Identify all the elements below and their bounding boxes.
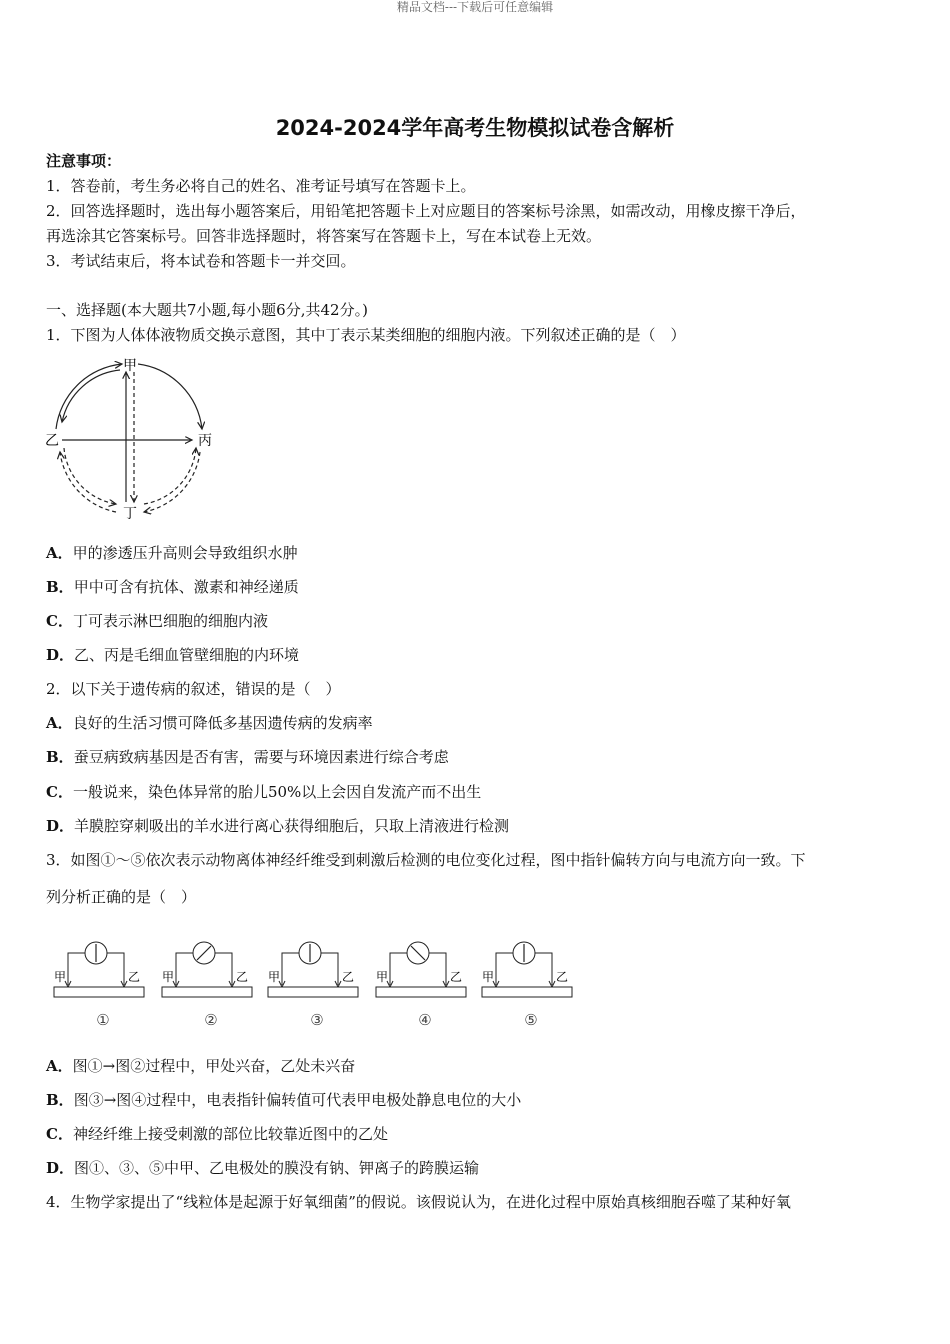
wire-left [496, 953, 513, 985]
nerve-fiber-potential-diagram [46, 935, 586, 1035]
body-fluid-exchange-diagram [40, 352, 220, 527]
q1-option-d[interactable] [46, 645, 299, 665]
option-text: 图①、③、⑤中甲、乙电极处的膜没有钠、钾离子的跨膜运输 [74, 1159, 480, 1177]
wire-left [68, 953, 85, 985]
option-letter: A． [46, 544, 73, 562]
wire-left [390, 953, 407, 985]
q2-option-d[interactable] [46, 816, 509, 836]
wire-right [535, 953, 552, 985]
diagram-label-bing: 丙 [198, 433, 212, 449]
option-letter: C． [46, 1125, 73, 1143]
option-letter: B． [46, 748, 74, 766]
page-title: 2024-2024学年高考生物模拟试卷含解析 [275, 116, 675, 140]
wire-right [321, 953, 338, 985]
q2-option-b[interactable] [46, 747, 449, 767]
notice-item: 2．回答选择题时，选出每小题答案后，用铅笔把答题卡上对应题目的答案标号涂黑，如需改动，用橡皮擦干净后， [46, 202, 806, 220]
option-letter: B． [46, 578, 74, 596]
nerve-fiber [376, 987, 466, 997]
q3-option-b[interactable] [46, 1090, 521, 1110]
meter-panel [54, 942, 144, 1029]
nerve-fiber [482, 987, 572, 997]
question-1-stem: 1．下图为人体体液物质交换示意图，其中丁表示某类细胞的细胞内液。下列叙述正确的是（ ） [46, 326, 686, 344]
electrode-label-yi: 乙 [341, 970, 355, 984]
wire-right [429, 953, 446, 985]
nerve-fiber [54, 987, 144, 997]
question-4-stem: 4．生物学家提出了“线粒体是起源于好氧细菌”的假说。该假说认为，在进化过程中原始真核细胞吞噬了某种好氧 [46, 1193, 791, 1211]
electrode-label-yi: 乙 [555, 970, 569, 984]
option-letter: C． [46, 612, 73, 630]
option-text: 丁可表示淋巴细胞的细胞内液 [72, 612, 268, 630]
page-header: 精品文档---下载后可任意编辑 [396, 0, 554, 14]
section-heading: 一、选择题(本大题共7小题,每小题6分,共42分。) [46, 301, 368, 319]
q3-option-c[interactable] [46, 1124, 388, 1144]
option-text: 神经纤维上接受刺激的部位比较靠近图中的乙处 [72, 1125, 388, 1143]
electrode-label-jia: 甲 [161, 970, 175, 984]
diagram-label-jia: 甲 [123, 358, 137, 374]
wire-right [107, 953, 124, 985]
option-letter: D． [46, 817, 75, 835]
option-text: 蚕豆病致病基因是否有害，需要与环境因素进行综合考虑 [73, 748, 449, 766]
panel-number: ② [204, 1011, 218, 1029]
diagram-label-yi: 乙 [45, 433, 59, 449]
panel-number: ③ [310, 1011, 324, 1029]
q3-option-a[interactable] [46, 1056, 355, 1076]
electrode-label-yi: 乙 [127, 970, 141, 984]
question-3-stem: 3．如图①～⑤依次表示动物离体神经纤维受到刺激后检测的电位变化过程，图中指针偏转方向与电流方向一致。下 [46, 851, 806, 869]
nerve-fiber [162, 987, 252, 997]
option-text: 一般说来，染色体异常的胎儿50%以上会因自发流产而不出生 [72, 783, 482, 801]
q3-option-d[interactable] [46, 1158, 479, 1178]
nerve-fiber [268, 987, 358, 997]
q2-option-a[interactable] [46, 713, 373, 733]
option-letter: D． [46, 646, 75, 664]
electrode-label-yi: 乙 [235, 970, 249, 984]
question-2-stem: 2．以下关于遗传病的叙述，错误的是（ ） [46, 680, 341, 698]
question-3-stem-cont: 列分析正确的是（ ） [46, 888, 197, 906]
option-text: 乙、丙是毛细血管壁细胞的内环境 [74, 646, 300, 664]
notice-item: 再选涂其它答案标号。回答非选择题时，将答案写在答题卡上，写在本试卷上无效。 [46, 227, 602, 245]
electrode-label-jia: 甲 [53, 970, 67, 984]
q1-option-b[interactable] [46, 577, 299, 597]
electrode-label-jia: 甲 [375, 970, 389, 984]
q2-option-c[interactable] [46, 782, 481, 802]
wire-left [176, 953, 193, 985]
meter-panel [162, 942, 252, 1029]
electrode-label-jia: 甲 [267, 970, 281, 984]
option-letter: B． [46, 1091, 74, 1109]
meter-panel [482, 942, 572, 1029]
option-letter: A． [46, 714, 73, 732]
option-text: 图③→图④过程中，电表指针偏转值可代表甲电极处静息电位的大小 [73, 1091, 522, 1109]
notice-item: 1．答卷前，考生务必将自己的姓名、准考证号填写在答题卡上。 [46, 177, 476, 195]
option-letter: D． [46, 1159, 75, 1177]
notice-heading: 注意事项： [46, 152, 122, 170]
option-text: 羊膜腔穿刺吸出的羊水进行离心获得细胞后，只取上清液进行检测 [74, 817, 510, 835]
panel-number: ① [96, 1011, 110, 1029]
panel-number: ⑤ [524, 1011, 538, 1029]
option-text: 良好的生活习惯可降低多基因遗传病的发病率 [72, 714, 373, 732]
notice-item: 3．考试结束后，将本试卷和答题卡一并交回。 [46, 252, 356, 270]
option-text: 图①→图②过程中，甲处兴奋，乙处未兴奋 [72, 1057, 356, 1075]
option-text: 甲中可含有抗体、激素和神经递质 [73, 578, 299, 596]
meter-panel [268, 942, 358, 1029]
option-text: 甲的渗透压升高则会导致组织水肿 [72, 544, 298, 562]
q1-option-c[interactable] [46, 611, 268, 631]
panel-number: ④ [418, 1011, 432, 1029]
option-letter: A． [46, 1057, 73, 1075]
wire-right [215, 953, 232, 985]
electrode-label-jia: 甲 [481, 970, 495, 984]
electrode-label-yi: 乙 [449, 970, 463, 984]
meter-panel [376, 942, 466, 1029]
diagram-label-ding: 丁 [123, 506, 137, 522]
wire-left [282, 953, 299, 985]
option-letter: C． [46, 783, 73, 801]
q1-option-a[interactable] [46, 543, 298, 563]
